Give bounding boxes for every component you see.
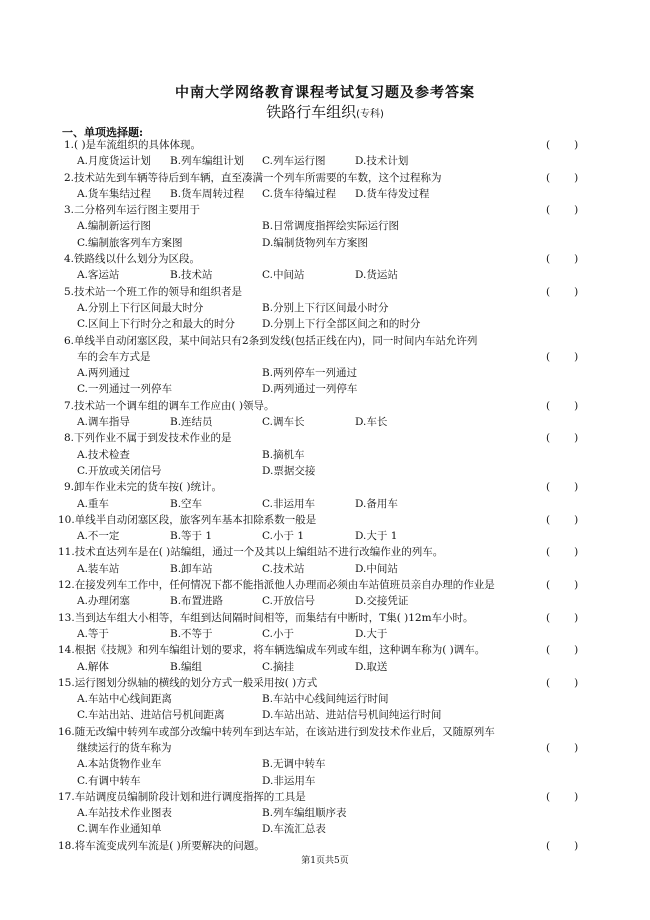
question-text: 10.单线半自动闭塞区段，旅客列车基本扣除系数一般是 [58,513,317,526]
option-row [0,496,650,512]
answer-paren-right: ) [574,139,579,151]
question-row [0,284,650,300]
question-row [0,512,650,528]
option: C.摘挂 [262,660,294,673]
option-row [0,463,650,479]
option-row [0,235,650,251]
question-text: 16.随无改编中转列车或部分改编中转列车到达车站，在该站进行到发技术作业后，又随原列车 [58,725,495,738]
answer-blank [546,284,578,300]
answer-blank [546,642,578,658]
answer-paren-right: ) [574,204,579,217]
answer-paren-left: ( [546,741,551,754]
question-row [0,251,650,267]
answer-blank [546,740,578,756]
option-row [0,593,650,609]
answer-paren-right: ) [574,171,579,184]
option-row [0,414,650,430]
options-line [77,300,597,316]
option: A.车站技术作业图表 [77,807,172,820]
question-row [0,398,650,414]
question-text: 2.技术站先到车辆等待后到车辆，直至凑满一个列车所需要的车数，这个过程称为 [64,171,442,184]
question-row [0,675,650,691]
answer-paren-left: ( [546,171,551,184]
question-text: 11.技术直达列车是在( )站编组，通过一个及其以上编组站不进行改编作业的列车。 [58,546,444,559]
answer-blank [546,675,578,691]
options-line [77,218,597,234]
question-text-continued: 车的会车方式是 [77,350,151,363]
question-row [0,642,650,658]
answer-paren-right: ) [574,644,579,657]
answer-blank [546,202,578,218]
options-line [77,153,597,169]
answer-paren-left: ( [546,399,551,412]
option: D.备用车 [355,497,398,510]
option: B.货车周转过程 [170,187,245,200]
answer-blank [546,544,578,560]
option: A.客运站 [77,269,120,282]
option-row [0,756,650,772]
answer-blank [546,789,578,805]
option: B.车站中心线间纯运行时间 [262,693,389,706]
answer-paren-left: ( [546,611,551,624]
answer-paren-left: ( [546,579,551,592]
option-row [0,447,650,463]
answer-paren-left: ( [546,350,551,363]
question-text: 7.技术站一个调车组的调车工作应由( )领导。 [64,399,275,412]
course-title: 铁路行车组织 [266,103,357,121]
option: C.一列通过一列停车 [77,383,172,396]
question-row [0,789,650,805]
option: D.货车待发过程 [355,187,430,200]
answer-blank [546,349,578,365]
option: C.非运用车 [262,497,315,510]
answer-paren-right: ) [574,741,579,754]
option: A.办理闭塞 [77,595,130,608]
option: B.卸车站 [170,562,213,575]
option: C.技术站 [262,562,305,575]
option-row [0,365,650,381]
answer-blank [546,610,578,626]
answer-paren-right: ) [574,513,579,526]
question-text: 15.运行图划分纵轴的横线的划分方式一般采用按( )方式 [58,676,318,689]
question-row [0,333,650,349]
option: B.不等于 [170,627,213,640]
question-text: 18.将车流变成列车流是( )所要解决的问题。 [58,839,265,852]
answer-blank [546,512,578,528]
option: B.分别上下行区间最小时分 [262,301,389,314]
option: B.列车编组计划 [170,155,245,168]
option-row [0,707,650,723]
option: A.不一定 [77,530,120,543]
answer-paren-right: ) [574,350,579,363]
options-line [77,707,597,723]
option-row [0,153,650,169]
option-row [0,821,650,837]
option: C.小于 [262,627,294,640]
answer-paren-left: ( [546,253,551,266]
options-line [77,463,597,479]
answer-blank [546,398,578,414]
option: D.非运用车 [262,774,316,787]
option: D.大于 1 [355,530,398,543]
option-row [0,528,650,544]
answer-paren-right: ) [574,285,579,298]
options-line [77,496,597,512]
answer-paren-left: ( [546,204,551,217]
option-row [0,659,650,675]
answer-blank [546,137,578,153]
question-text: 13.当到达车组大小相等，车组到达间隔时间相等，而集结有中断时，T集( )12m车小时。 [58,611,474,624]
option: A.编制新运行图 [77,220,151,233]
answer-paren-right: ) [574,839,579,852]
question-text: 12.在接发列车工作中，任何情况下都不能指派他人办理而必须由车站值班员亲自办理的作业是 [58,579,495,592]
question-row [0,838,650,854]
option: B.两列停车一列通过 [262,367,358,380]
question-row [0,577,650,593]
option: C.列车运行图 [262,155,326,168]
option: C.货车待编过程 [262,187,336,200]
answer-paren-left: ( [546,676,551,689]
option: A.调车指导 [77,416,130,429]
option: D.两列通过一列停车 [262,383,358,396]
answer-paren-right: ) [574,546,579,559]
question-row [0,430,650,446]
option-row [0,186,650,202]
options-line [77,414,597,430]
option: A.两列通过 [77,367,130,380]
options-line [77,235,597,251]
answer-paren-left: ( [546,546,551,559]
course-title-line [0,101,650,122]
option: A.技术检查 [77,448,130,461]
option-row [0,691,650,707]
question-text: 8.下列作业不属于到发技术作业的是 [64,432,232,445]
option-row [0,218,650,234]
options-line [77,626,597,642]
course-subtitle: (专科) [356,109,384,120]
options-line [77,186,597,202]
answer-paren-left: ( [546,481,551,494]
answer-paren-left: ( [546,139,551,151]
answer-paren-left: ( [546,790,551,803]
answer-paren-left: ( [546,432,551,445]
options-line [77,659,597,675]
question-text: 14.根据《技规》和列车编组计划的要求，将车辆选编成车列或车组，这种调车称为( )调车。 [58,644,486,657]
question-text: 6.单线半自动闭塞区段，某中间站只有2条到发线(包括正线在内)，同一时间内车站允许列 [64,334,478,347]
options-line [77,756,597,772]
option: B.无调中转车 [262,758,326,771]
question-text-continued: 继续运行的货车称为 [77,741,172,754]
option: C.开放信号 [262,595,315,608]
options-line [77,316,597,332]
option: D.编制货物列车方案图 [262,236,368,249]
option: B.日常调度指挥绘实际运行图 [262,220,400,233]
option: C.小于 1 [262,530,305,543]
option: C.车站出站、进站信号机间距离 [77,709,225,722]
question-row [0,740,650,756]
option: A.重车 [77,497,109,510]
answer-paren-right: ) [574,579,579,592]
option: A.货车集结过程 [77,187,151,200]
option-row [0,316,650,332]
answer-paren-right: ) [574,399,579,412]
option: A.装车站 [77,562,120,575]
question-row [0,137,650,153]
option: D.大于 [355,627,388,640]
option: C.调车作业通知单 [77,823,162,836]
option-row [0,773,650,789]
answer-blank [546,838,578,854]
question-list [0,137,650,854]
option: A.本站货物作业车 [77,758,162,771]
question-text: 17.车站调度员编制阶段计划和进行调度指挥的工具是 [58,790,306,803]
options-line [77,267,597,283]
option: D.交接凭证 [355,595,409,608]
option: A.等于 [77,627,109,640]
page-footer: 第1页共5页 [301,856,349,866]
options-line [77,561,597,577]
options-line [77,805,597,821]
answer-paren-left: ( [546,513,551,526]
option: C.中间站 [262,269,305,282]
question-text: 3.二分格列车运行图主要用于 [64,204,201,217]
option-row [0,805,650,821]
option: C.开放或关闭信号 [77,464,162,477]
option: B.空车 [170,497,203,510]
answer-blank [546,170,578,186]
option: D.技术计划 [355,155,409,168]
question-row [0,544,650,560]
option: B.连结员 [170,416,213,429]
answer-paren-right: ) [574,253,579,266]
answer-paren-right: ) [574,481,579,494]
option: D.中间站 [355,562,398,575]
option: B.编组 [170,660,203,673]
question-row [0,479,650,495]
options-line [77,528,597,544]
option: B.技术站 [170,269,213,282]
answer-paren-right: ) [574,790,579,803]
question-text: 5.技术站一个班工作的领导和组织者是 [64,285,243,298]
options-line [77,773,597,789]
question-row [0,170,650,186]
option: A.解体 [77,660,109,673]
options-line [77,691,597,707]
answer-blank [546,251,578,267]
answer-blank [546,479,578,495]
option: B.摘机车 [262,448,305,461]
answer-paren-left: ( [546,644,551,657]
question-text: 9.卸车作业未完的货车按( )统计。 [64,481,223,494]
option: D.车长 [355,416,388,429]
option: C.调车长 [262,416,305,429]
options-line [77,365,597,381]
answer-paren-left: ( [546,285,551,298]
option: A.分别上下行区间最大时分 [77,301,204,314]
answer-blank [546,430,578,446]
option: D.票据交接 [262,464,316,477]
answer-paren-right: ) [574,611,579,624]
option: D.车站出站、进站信号机间纯运行时间 [262,709,442,722]
answer-paren-right: ) [574,676,579,689]
option-row [0,626,650,642]
answer-paren-left: ( [546,839,551,852]
option: A.月度货运计划 [77,155,151,168]
section-title: 一、单项选择题: [62,126,144,139]
university-title: 中南大学网络教育课程考试复习题及参考答案 [175,85,475,101]
option: C.区间上下行时分之和最大的时分 [77,318,235,331]
options-line [77,381,597,397]
option: D.货运站 [355,269,398,282]
question-row [0,202,650,218]
options-line [77,821,597,837]
option: A.车站中心线间距离 [77,693,172,706]
question-row [0,610,650,626]
option: B.列车编组顺序表 [262,807,347,820]
answer-paren-right: ) [574,432,579,445]
option: B.等于 1 [170,530,213,543]
question-row [0,349,650,365]
option-row [0,300,650,316]
options-line [77,447,597,463]
option-row [0,267,650,283]
option-row [0,561,650,577]
option: D.分别上下行全部区间之和的时分 [262,318,421,331]
option: C.有调中转车 [77,774,141,787]
answer-blank [546,577,578,593]
option: B.布置进路 [170,595,224,608]
options-line [77,593,597,609]
question-text: 4.铁路线以什么划分为区段。 [64,253,201,266]
option: D.车流汇总表 [262,823,326,836]
option: C.编制旅客列车方案图 [77,236,183,249]
question-row [0,724,650,740]
question-text: 1.( )是车流组织的具体体现。 [64,139,202,151]
option: D.取送 [355,660,388,673]
option-row [0,381,650,397]
